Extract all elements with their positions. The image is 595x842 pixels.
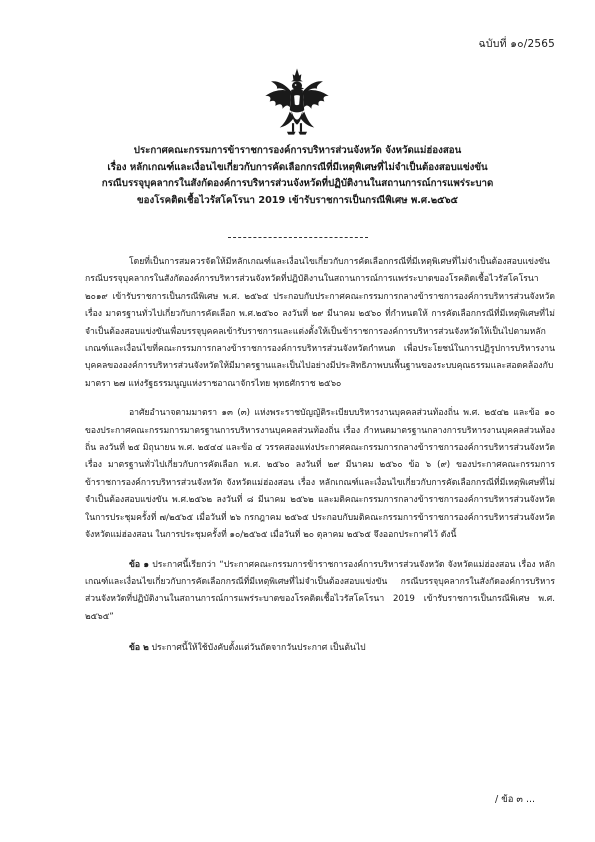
title-line: ของโรคติดเชื้อไวรัสโคโรนา 2019 เข้ารับราชการเป็นกรณีพิเศษ พ.ศ.๒๕๖๕ bbox=[137, 194, 458, 206]
preamble-paragraph: โดยที่เป็นการสมควรจัดให้มีหลักเกณฑ์และเงื่อนไขเกี่ยวกับการคัดเลือกกรณีที่มีเหตุพิเศษที่ไม่จำเป็นต้องสอบแข่งขันกรณีบรรจุบุคลากรในสังกัดองค์การบริหารส่วนจังหวัดที่ปฏิบัติงานในสถานการณ์การแพร่ระบาดของโรคติดเชื้อไวรัสโคโรนา ๒๐๑๙ เข้ารับราชการเป็นกรณีพิเศษ พ.ศ. ๒๕๖๕ ประกอบกับประกาศคณะกรรมการกลางข้าราชการองค์การบริหารส่วนจังหวัด เรื่อง มาตรฐานทั่วไปเกี่ยวกับการคัดเลือก พ.ศ.๒๕๖๐ ลงวันที่ ๒๙ มีนาคม ๒๕๖๐ ที่กำหนดให้ การคัดเลือกกรณีที่มีเหตุพิเศษที่ไม่จำเป็นต้องสอบแข่งขันเพื่อบรรจุบุคคลเข้ารับราชการและแต่งตั้งให้เป็นข้าราชการองค์การบริหารส่วนจังหวัดให้เป็นไปตามหลักเกณฑ์และเงื่อนไขที่คณะกรรมการกลางข้าราชการองค์การบริหารส่วนจังหวัดกำหนด เพื่อประโยชน์ในการปฏิรูปการบริหารงานบุคคลขององค์การบริหารส่วนจังหวัดให้มีมาตรฐานและเป็นไปอย่างมีประสิทธิภาพบนพื้นฐานของระบบคุณธรรมและสอดคล้องกับมาตรา ๒๗ แห่งรัฐธรรมนูญแห่งราชอาณาจักรไทย พุทธศักราช ๒๕๖๐ bbox=[85, 257, 555, 389]
document-number: ฉบับที่ ๑๐/2565 bbox=[478, 38, 555, 50]
title-divider bbox=[228, 237, 368, 238]
clause-1-text: ประกาศนี้เรียกว่า “ประกาศคณะกรรมการข้าราชการองค์การบริหารส่วนจังหวัด จังหวัดแม่ฮ่องสอน เรื่อง หลักเกณฑ์และเงื่อนไขเกี่ยวกับการคัดเลือกกรณีที่มีเหตุพิเศษที่ไม่จำเป็นต้องสอบแข่งขัน กรณีบรรจุบุคลากรในสังกัดองค์การบริหารส่วนจังหวัดที่ปฏิบัติงานในสถานการณ์การแพร่ระบาดของโรคติดเชื้อไวรัสโคโรนา 2019 เข้ารับราชการเป็นกรณีพิเศษ พ.ศ. ๒๕๖๕” bbox=[85, 559, 555, 622]
title-line: กรณีบรรจุบุคลากรในสังกัดองค์การบริหารส่วนจังหวัดที่ปฏิบัติงานในสถานการณ์การแพร่ระบาด bbox=[101, 178, 494, 190]
clause-1-heading: ข้อ ๑ bbox=[129, 559, 150, 570]
authority-paragraph: อาศัยอำนาจตามมาตรา ๑๓ (๓) แห่งพระราชบัญญัติระเบียบบริหารงานบุคคลส่วนท้องถิ่น พ.ศ. ๒๕๔๒ และข้อ ๑๐ ของประกาศคณะกรรมการมาตรฐานการบริหารงานบุคคลส่วนท้องถิ่น เรื่อง กำหนดมาตรฐานกลางการบริหารงานบุคคลส่วนท้องถิ่น ลงวันที่ ๒๕ มิถุนายน พ.ศ. ๒๕๔๔ และข้อ ๔ วรรคสองแห่งประกาศคณะกรรมการกลางข้าราชการองค์การบริหารส่วนจังหวัด เรื่อง มาตรฐานทั่วไปเกี่ยวกับการคัดเลือก พ.ศ. ๒๕๖๐ ลงวันที่ ๒๙ มีนาคม ๒๕๖๐ ข้อ ๖ (๙) ของประกาศคณะกรรมการข้าราชการองค์การบริหารส่วนจังหวัด จังหวัดแม่ฮ่องสอน เรื่อง หลักเกณฑ์และเงื่อนไขเกี่ยวกับการคัดเลือกกรณีที่มีเหตุพิเศษที่ไม่จำเป็นต้องสอบแข่งขัน พ.ศ.๒๕๖๒ ลงวันที่ ๘ มีนาคม ๒๕๖๒ และมติคณะกรรมการกลางข้าราชการองค์การบริหารส่วนจังหวัด ในการประชุมครั้งที่ ๗/๒๕๖๕ เมื่อวันที่ ๒๖ กรกฎาคม ๒๕๖๕ ประกอบกับมติคณะกรรมการข้าราชการองค์การบริหารส่วนจังหวัด จังหวัดแม่ฮ่องสอน ในการประชุมครั้งที่ ๑๐/๒๕๖๕ เมื่อวันที่ ๒๐ ตุลาคม ๒๕๖๕ จึงออกประกาศไว้ ดังนี้ bbox=[85, 408, 555, 541]
continuation-marker: / ข้อ ๓ ... bbox=[494, 794, 535, 805]
clause-2 bbox=[85, 640, 555, 657]
clause-2-heading: ข้อ ๒ bbox=[129, 643, 149, 654]
clause-1 bbox=[85, 557, 555, 627]
body-text bbox=[85, 254, 555, 672]
announcement-title bbox=[40, 143, 555, 209]
title-line: ประกาศคณะกรรมการข้าราชการองค์การบริหารส่วนจังหวัด จังหวัดแม่ฮ่องสอน bbox=[133, 145, 462, 156]
clause-2-text: ประกาศนี้ให้ใช้บังคับตั้งแต่วันถัดจากวันประกาศ เป็นต้นไป bbox=[151, 643, 366, 654]
garuda-emblem-icon bbox=[261, 67, 333, 139]
title-line: เรื่อง หลักเกณฑ์และเงื่อนไขเกี่ยวกับการคัดเลือกกรณีที่มีเหตุพิเศษที่ไม่จำเป็นต้องสอบแข่งขัน bbox=[107, 161, 488, 173]
